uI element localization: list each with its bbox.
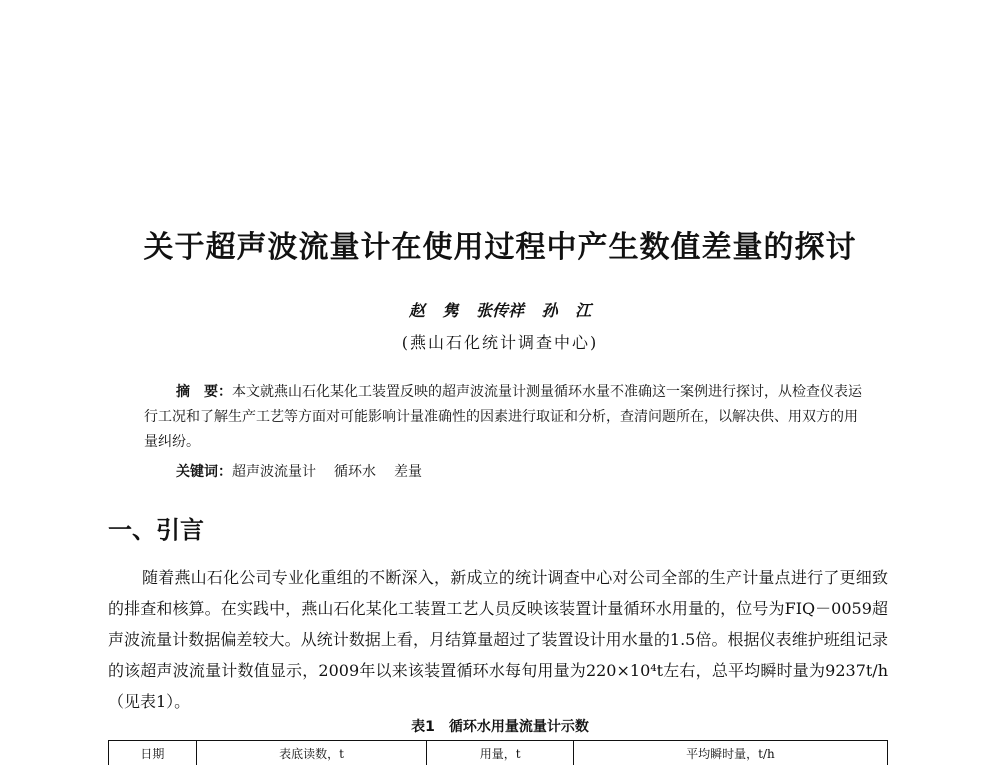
keywords bbox=[176, 461, 440, 481]
keyword: 超声波流量计 bbox=[232, 464, 316, 480]
keywords-label: 关键词： bbox=[176, 464, 232, 480]
table-caption: 表1 循环水用量流量计示数 bbox=[0, 716, 1000, 736]
author-list bbox=[0, 298, 1000, 321]
abstract bbox=[144, 380, 864, 455]
affiliation: (燕山石化统计调查中心) bbox=[0, 330, 1000, 353]
column-header-reading: 表底读数，t bbox=[196, 741, 427, 765]
keyword: 差量 bbox=[394, 464, 422, 480]
column-header-avg-rate: 平均瞬时量，t/h bbox=[573, 741, 887, 765]
abstract-text: 本文就燕山石化某化工装置反映的超声波流量计测量循环水量不准确这一案例进行探讨，从检查仪表运行工况和了解生产工艺等方面对可能影响计量准确性的因素进行取证和分析，查清问题所在，以解决供、用双方的用量纠纷。 bbox=[144, 384, 862, 450]
abstract-label: 摘 要： bbox=[176, 384, 232, 400]
paper-title: 关于超声波流量计在使用过程中产生数值差量的探讨 bbox=[0, 222, 1000, 266]
column-header-date: 日期 bbox=[109, 741, 197, 765]
flow-meter-table bbox=[108, 740, 888, 765]
author-name: 张传祥 bbox=[476, 301, 524, 320]
keyword: 循环水 bbox=[334, 464, 376, 480]
section-heading: 一、引言 bbox=[108, 510, 204, 545]
author-name: 赵 隽 bbox=[409, 301, 459, 320]
author-name: 孙 江 bbox=[542, 301, 592, 320]
table-header-row bbox=[109, 741, 888, 765]
body-paragraph: 随着燕山石化公司专业化重组的不断深入，新成立的统计调查中心对公司全部的生产计量点进行了更细致的排查和核算。在实践中，燕山石化某化工装置工艺人员反映该装置计量循环水用量的，位号为FIQ－0059超声波流量计数据偏差较大。从统计数据上看，月结算量超过了装置设计用水量的1.5倍。根据仪表维护班组记录的该超声波流量计数值显示，2009年以来该装置循环水每旬用量为220×10⁴t左右，总平均瞬时量为9237t/h（见表1）。 bbox=[108, 562, 888, 717]
column-header-usage: 用量，t bbox=[427, 741, 574, 765]
